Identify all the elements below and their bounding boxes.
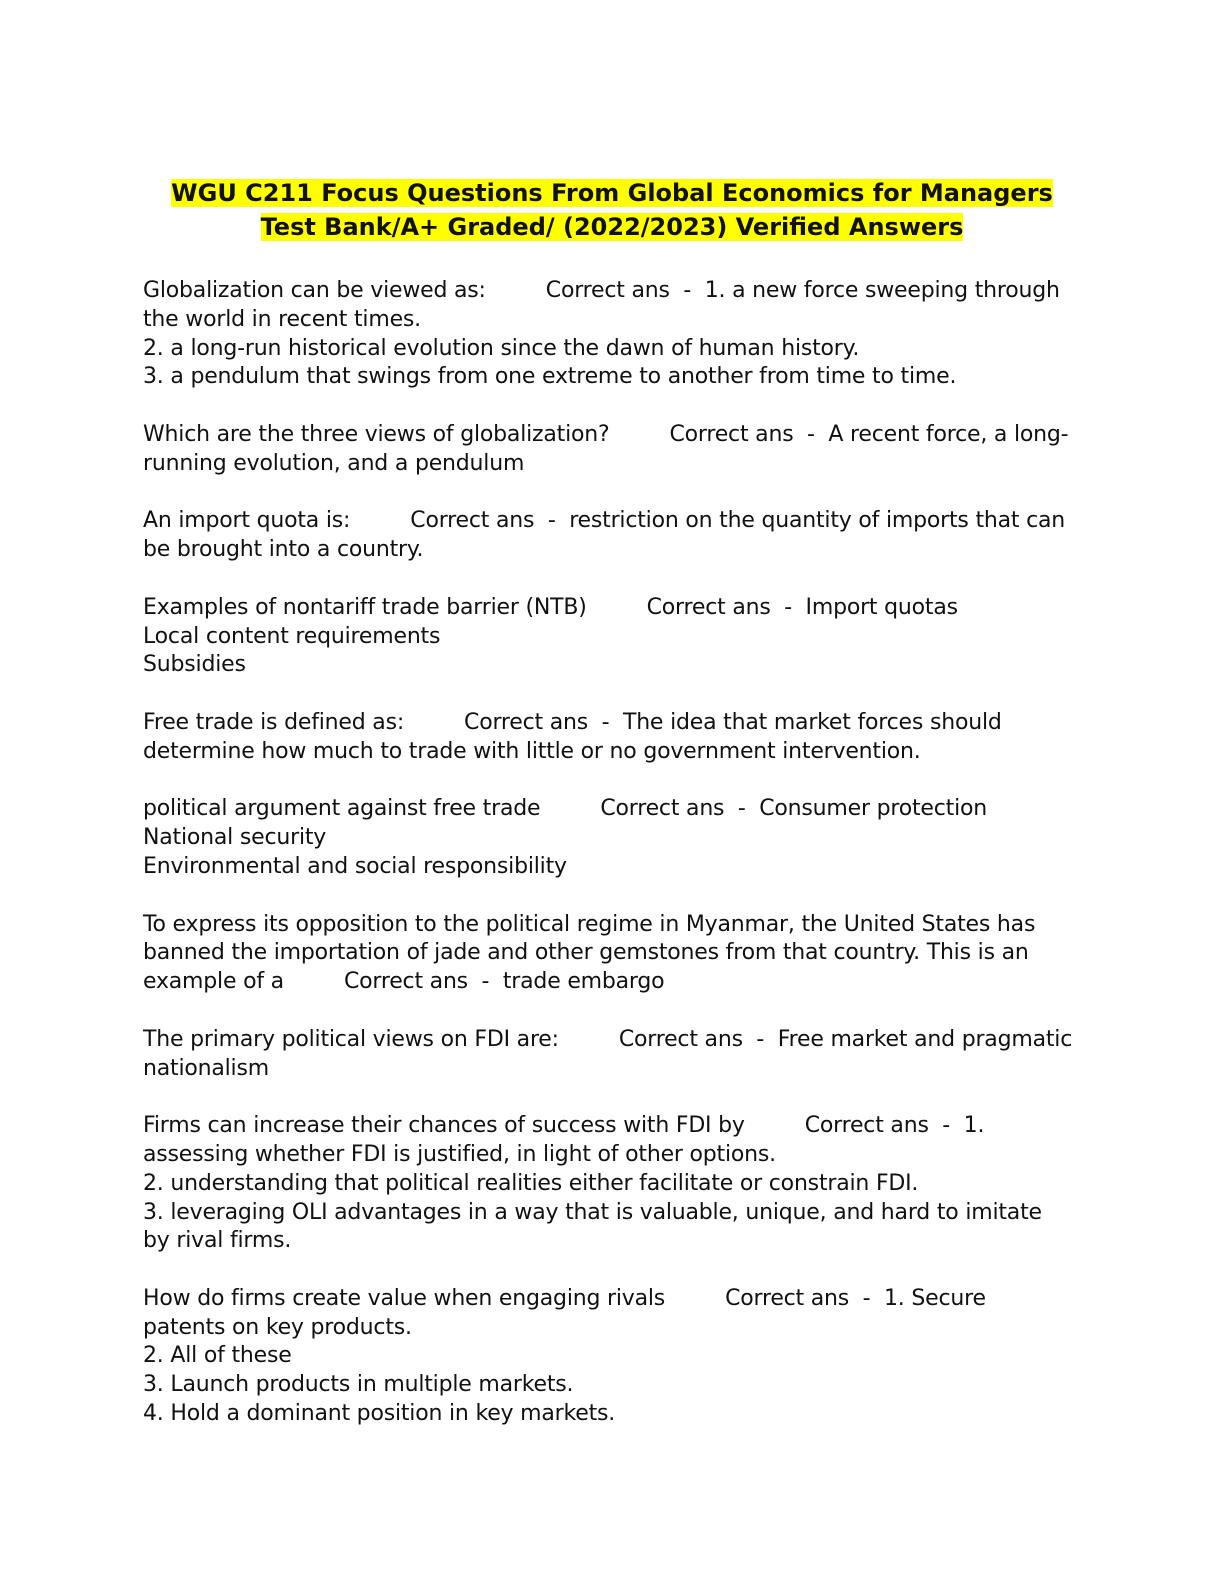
separator: - <box>724 796 760 822</box>
correct-label: Correct ans <box>618 1026 743 1052</box>
qa-item <box>143 709 1073 767</box>
question-text: political argument against free trade <box>143 796 541 822</box>
answer-text: 1. Secure patents on key products. <box>143 1285 986 1340</box>
answer-text: 1. a new force sweeping through the world in recent times. <box>143 278 1060 332</box>
answer-text: Import quotas <box>805 594 958 620</box>
question-text: How do firms create value when engaging rivals <box>143 1285 666 1311</box>
title-highlight-2: Test Bank/A+ Graded/ (2022/2023) Verified Answers <box>260 213 964 241</box>
answer-line: 3. leveraging OLI advantages in a way that is valuable, unique, and hard to imitate by rival firms. <box>143 1199 1042 1254</box>
answer-line: Environmental and social responsibility <box>143 853 567 879</box>
correct-label: Correct ans <box>725 1285 850 1311</box>
answer-text: trade embargo <box>502 969 665 995</box>
answer-text: A recent force, a long-running evolution, and a pendulum <box>143 421 1069 476</box>
separator: - <box>534 508 570 534</box>
question-text: Examples of nontariff trade barrier (NTB) <box>143 594 587 620</box>
answer-line: Subsidies <box>143 652 246 678</box>
answer-line: 3. Launch products in multiple markets. <box>143 1372 574 1398</box>
separator: - <box>669 278 705 303</box>
correct-label: Correct ans <box>410 508 535 534</box>
question-text: An import quota is: <box>143 508 351 534</box>
correct-label: Correct ans <box>545 278 670 303</box>
separator: - <box>742 1026 778 1052</box>
correct-label: Correct ans <box>600 796 725 822</box>
answer-line: 3. a pendulum that swings from one extreme to another from time to time. <box>143 364 957 390</box>
correct-label: Correct ans <box>646 594 771 620</box>
qa-item <box>143 507 1073 565</box>
page-title <box>120 176 1104 244</box>
qa-item <box>143 1112 1073 1256</box>
answer-text: Free market and pragmatic nationalism <box>143 1026 1073 1081</box>
question-text: Firms can increase their chances of success with FDI by <box>143 1113 745 1139</box>
qa-item <box>143 1026 1073 1084</box>
answer-text: 1. assessing whether FDI is justified, in light of other options. <box>143 1113 985 1167</box>
title-highlight-1: WGU C211 Focus Questions From Global Economics for Managers <box>171 179 1053 207</box>
separator: - <box>588 709 623 735</box>
separator: - <box>770 594 806 620</box>
answer-line: 2. a long-run historical evolution since the dawn of human history. <box>143 335 860 361</box>
question-text: Which are the three views of globalization? <box>143 421 610 447</box>
qa-item <box>143 1285 1073 1429</box>
correct-label: Correct ans <box>464 709 589 735</box>
answer-text: Consumer protection <box>759 796 988 822</box>
qa-item <box>143 594 1073 680</box>
correct-label: Correct ans <box>669 421 794 447</box>
answer-line: 2. understanding that political realities either facilitate or constrain FDI. <box>143 1170 919 1196</box>
separator: - <box>467 969 503 995</box>
answer-line: 4. Hold a dominant position in key markets. <box>143 1401 616 1427</box>
qa-item <box>143 911 1073 997</box>
answer-line: 2. All of these <box>143 1343 292 1369</box>
separator: - <box>793 421 829 447</box>
answer-text: restriction on the quantity of imports that can be brought into a country. <box>143 508 1066 563</box>
answer-line: Local content requirements <box>143 623 441 649</box>
qa-list <box>143 277 1073 1458</box>
qa-item <box>143 421 1073 479</box>
answer-line: National security <box>143 825 327 851</box>
question-text: To express its opposition to the political regime in Myanmar, the United States has banned the importation of jade and other gemstones from that country. This is an example of a <box>143 911 1036 995</box>
separator: - <box>849 1285 884 1311</box>
correct-label: Correct ans <box>804 1113 929 1139</box>
correct-label: Correct ans <box>343 969 468 995</box>
title-line-1 <box>120 176 1104 210</box>
question-text: Globalization can be viewed as: <box>143 278 486 303</box>
separator: - <box>928 1113 964 1139</box>
question-text: The primary political views on FDI are: <box>143 1026 559 1052</box>
question-text: Free trade is defined as: <box>143 709 405 735</box>
title-line-2 <box>120 210 1104 244</box>
qa-item <box>143 277 1073 392</box>
answer-text: The idea that market forces should determine how much to trade with little or no government intervention. <box>143 709 1002 764</box>
qa-item <box>143 795 1073 881</box>
